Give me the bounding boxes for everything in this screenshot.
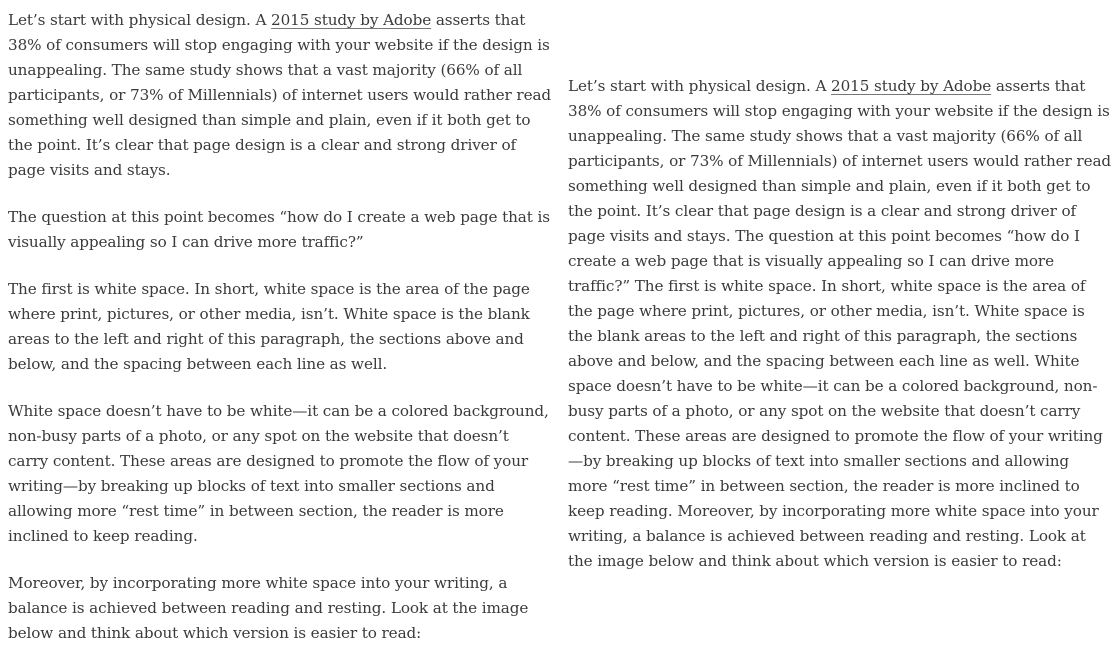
paragraph-white-space: The first is white space. In short, white space is the area of the page where print, pictures, or other media, isn’t. White space is the blank areas to the left and right of this paragraph, the sections above and below, and the spacing between each line as well. [8,280,530,373]
intro-text-after: asserts that 38% of consumers will stop engaging with your website if the design is unappealing. The same study shows that a vast majority (66% of all participants, or 73% of Millennials) of internet users would rather read something well designed than simple and plain, even if it both get to the point. It’s clear that page design is a clear and strong driver of page visits and stays. [8,11,552,179]
dense-text-after: asserts that 38% of consumers will stop engaging with your website if the design is unappealing. The same study shows that a vast majority (66% of all participants, or 73% of Millennials) of internet users would rather read something well designed than simple and plain, even if it both get to the point. It’s clear that page design is a clear and strong driver of page visits and stays. The question at this point becomes “how do I create a web page that is visually appealing so I can drive more traffic?” The first is white space. In short, white space is the area of the page where print, pictures, or other media, isn’t. White space is the blank areas to the left and right of this paragraph, the sections above and below, and the spacing between each line as well. White space doesn’t have to be white—it can be a colored background, non-busy parts of a photo, or any spot on the website that doesn’t carry content. These areas are designed to promote the flow of your writing—by breaking up blocks of text into smaller sections and allowing more “rest time” in between section, the reader is more inclined to keep reading. Moreover, by incorporating more white space into your writing, a balance is achieved between reading and resting. Look at the image below and think about which version is easier to read: [568,77,1112,570]
intro-text-before: Let’s start with physical design. A [8,11,272,29]
paragraph-question: The question at this point becomes “how do I create a web page that is visually appealing so I can drive more traffic?” [8,208,550,251]
spaced-text-column [8,8,553,646]
dense-text-before: Let’s start with physical design. A [568,77,832,95]
dense-text-column [568,74,1113,574]
paragraph-intro [8,8,553,183]
paragraph-white-space-color: White space doesn’t have to be white—it can be a colored background, non-busy parts of a photo, or any spot on the website that doesn’t carry content. These areas are designed to promote the flow of your writing—by breaking up blocks of text into smaller sections and allowing more “rest time” in between section, the reader is more inclined to keep reading. [8,402,549,545]
adobe-study-link-dense[interactable]: 2015 study by Adobe [831,77,992,95]
paragraph-balance: Moreover, by incorporating more white space into your writing, a balance is achieved between reading and resting. Look at the image below and think about which version is easier to read: [8,574,529,642]
adobe-study-link[interactable]: 2015 study by Adobe [271,11,432,29]
paragraph-dense [568,74,1113,574]
